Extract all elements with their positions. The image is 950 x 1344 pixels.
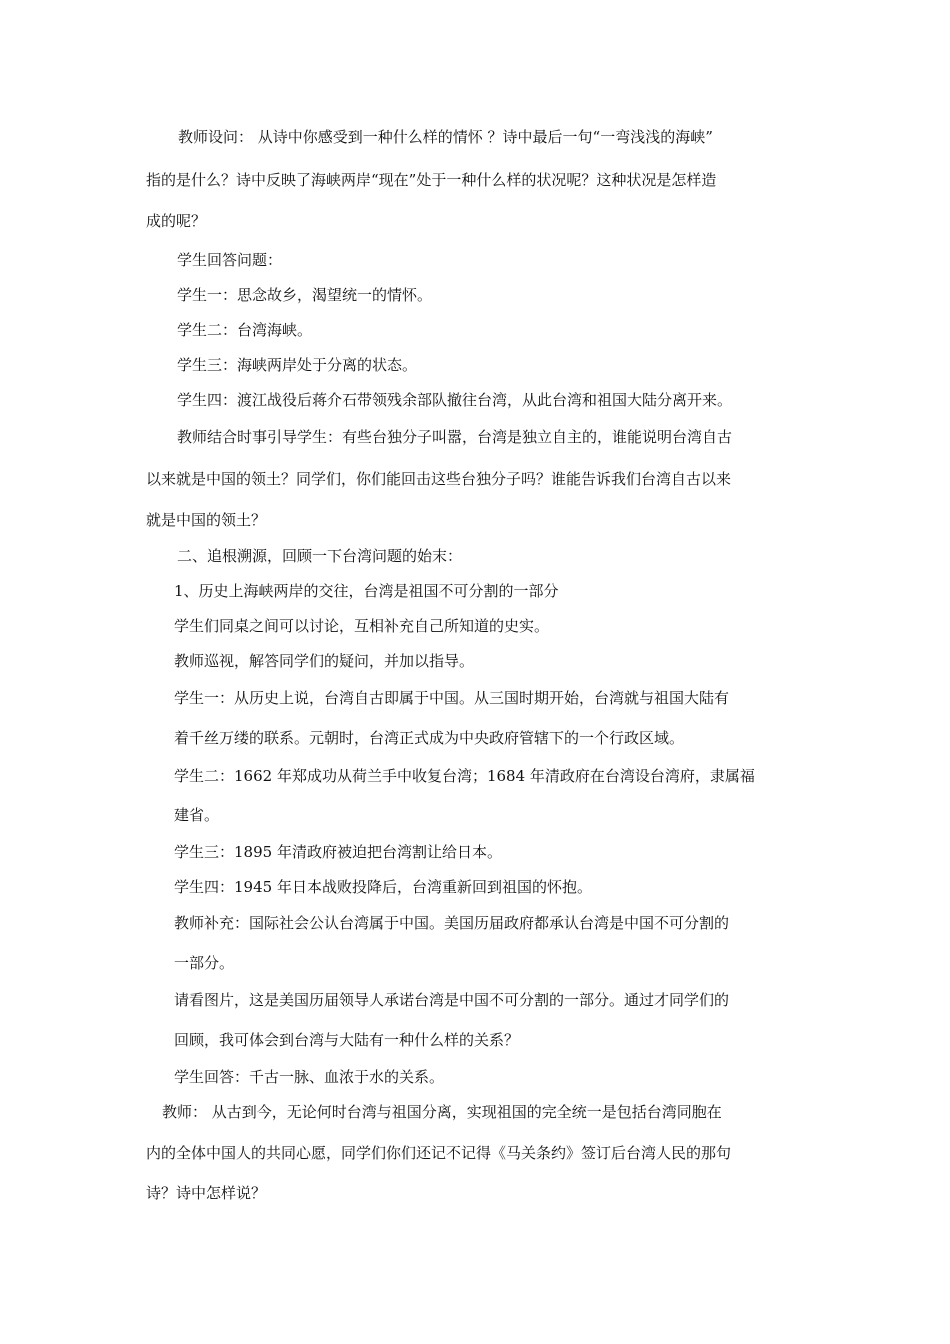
text-line: 学生一：思念故乡，渴望统一的情怀。 xyxy=(177,286,433,304)
text-line: 内的全体中国人的共同心愿，同学们你们还记不记得《马关条约》签订后台湾人民的那句 xyxy=(146,1144,732,1162)
text-line: 成的呢？ xyxy=(146,212,207,230)
text-line: 就是中国的领土？ xyxy=(146,511,267,529)
text-line: 教师设问： 从诗中你感受到一种什么样的情怀 ？诗中最后一句“一弯浅浅的海峡” xyxy=(178,128,713,146)
text-line: 教师巡视，解答同学们的疑问，并加以指导。 xyxy=(174,652,475,670)
text-line: 学生二：台湾海峡。 xyxy=(177,321,313,339)
text-line: 请看图片，这是美国历届领导人承诺台湾是中国不可分割的一部分。通过才同学们的 xyxy=(174,991,730,1009)
text-line: 诗？诗中怎样说？ xyxy=(146,1184,267,1202)
text-line: 学生三：1895 年清政府被迫把台湾割让给日本。 xyxy=(174,843,502,861)
text-line: 教师结合时事引导学生：有些台独分子叫嚣，台湾是独立自主的，谁能说明台湾自古 xyxy=(177,428,733,446)
text-line: 1、历史上海峡两岸的交往，台湾是祖国不可分割的一部分 xyxy=(174,582,559,600)
text-line: 学生一：从历史上说，台湾自古即属于中国。从三国时期开始，台湾就与祖国大陆有 xyxy=(174,689,730,707)
text-line: 教师： 从古到今，无论何时台湾与祖国分离，实现祖国的完全统一是包括台湾同胞在 xyxy=(162,1103,722,1121)
text-line: 教师补充：国际社会公认台湾属于中国。美国历届政府都承认台湾是中国不可分割的 xyxy=(174,914,730,932)
text-line: 一部分。 xyxy=(174,954,235,972)
text-line: 学生们同桌之间可以讨论，互相补充自己所知道的史实。 xyxy=(174,617,550,635)
text-line: 学生回答：千古一脉、血浓于水的关系。 xyxy=(174,1068,445,1086)
text-line: 学生四：1945 年日本战败投降后，台湾重新回到祖国的怀抱。 xyxy=(174,878,592,896)
text-line: 着千丝万缕的联系。元朝时，台湾正式成为中央政府管辖下的一个行政区域。 xyxy=(174,729,685,747)
text-line: 二、追根溯源，回顾一下台湾问题的始末： xyxy=(177,547,463,565)
text-line: 学生回答问题： xyxy=(177,251,283,269)
text-line: 回顾，我可体会到台湾与大陆有一种什么样的关系？ xyxy=(174,1031,520,1049)
text-line: 学生二：1662 年郑成功从荷兰手中收复台湾；1684 年清政府在台湾设台湾府，隶属福 xyxy=(174,767,755,785)
text-line: 指的是什么？诗中反映了海峡两岸“现在”处于一种什么样的状况呢？这种状况是怎样造 xyxy=(146,171,717,189)
text-line: 学生四：渡江战役后蒋介石带领残余部队撤往台湾，从此台湾和祖国大陆分离开来。 xyxy=(177,391,733,409)
text-line: 以来就是中国的领土？同学们，你们能回击这些台独分子吗？谁能告诉我们台湾自古以来 xyxy=(146,470,732,488)
text-line: 学生三：海峡两岸处于分离的状态。 xyxy=(177,356,418,374)
text-line: 建省。 xyxy=(174,806,220,824)
